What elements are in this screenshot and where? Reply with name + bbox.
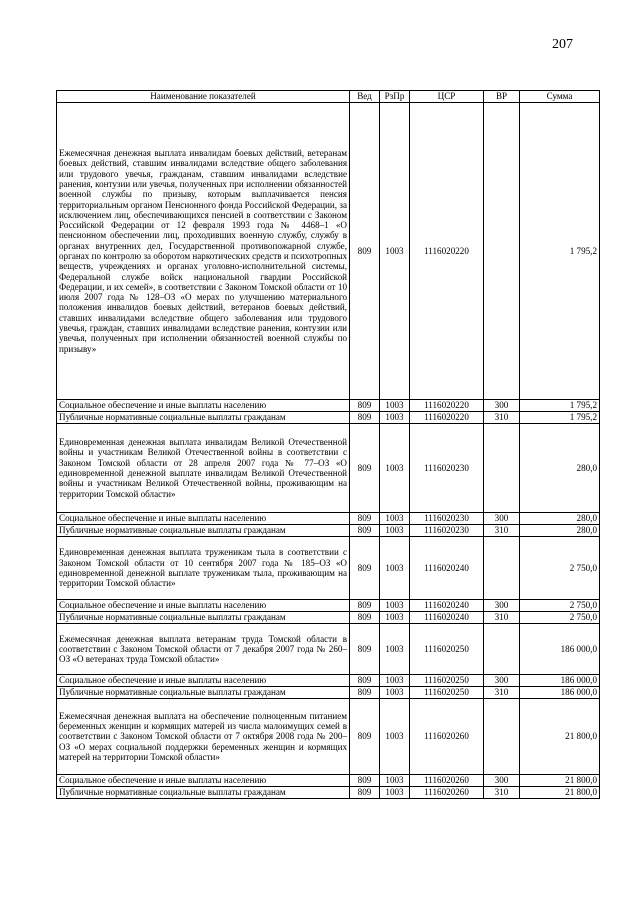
row-csr-cell: 1116020220 — [410, 412, 484, 424]
row-rzpr-cell: 1003 — [380, 687, 410, 699]
row-sum-cell: 280,0 — [520, 424, 600, 513]
row-sum-cell: 2 750,0 — [520, 600, 600, 612]
row-vr-cell: 310 — [484, 787, 520, 799]
row-rzpr-cell: 1003 — [380, 675, 410, 687]
row-rzpr-cell: 1003 — [380, 103, 410, 400]
table-row — [57, 775, 600, 787]
row-csr-cell: 1116020260 — [410, 699, 484, 775]
row-vr-cell: 310 — [484, 525, 520, 537]
row-name-cell: Публичные нормативные социальные выплаты гражданам — [57, 412, 350, 424]
row-rzpr-cell: 1003 — [380, 624, 410, 675]
row-vr-cell: 300 — [484, 775, 520, 787]
row-name-cell: Ежемесячная денежная выплата на обеспечение полноценным питанием беременных женщин и кормящих матерей из числа малоимущих семей в соответствии с Законом Томской области от 7 октября 2008 года № 200–ОЗ «О мерах социальной поддержки беременных женщин и кормящих матерей на территории Томской области» — [57, 699, 350, 775]
row-name-cell: Публичные нормативные социальные выплаты гражданам — [57, 787, 350, 799]
row-csr-cell: 1116020240 — [410, 600, 484, 612]
row-rzpr-cell: 1003 — [380, 775, 410, 787]
row-name-cell: Публичные нормативные социальные выплаты гражданам — [57, 612, 350, 624]
row-vr-cell — [484, 537, 520, 600]
row-ved-cell: 809 — [350, 525, 380, 537]
row-ved-cell: 809 — [350, 699, 380, 775]
row-sum-cell: 280,0 — [520, 513, 600, 525]
row-vr-cell: 300 — [484, 400, 520, 412]
row-ved-cell: 809 — [350, 412, 380, 424]
row-csr-cell: 1116020230 — [410, 525, 484, 537]
row-rzpr-cell: 1003 — [380, 525, 410, 537]
table-row — [57, 525, 600, 537]
row-csr-cell: 1116020250 — [410, 687, 484, 699]
row-name-cell: Ежемесячная денежная выплата ветеранам труда Томской области в соответствии с Законом Томской области от 7 декабря 2007 года № 260–ОЗ «О ветеранах труда Томской области» — [57, 624, 350, 675]
row-rzpr-cell: 1003 — [380, 600, 410, 612]
row-sum-cell: 186 000,0 — [520, 624, 600, 675]
row-name-cell: Социальное обеспечение и иные выплаты населению — [57, 513, 350, 525]
row-name-cell: Ежемесячная денежная выплата инвалидам боевых действий, ветеранам боевых действий, ставшим инвалидами вследствие общего заболевания или трудового увечья, гражданам, ставшим инвалидами вследствие ранения, контузии или увечья, полученных при исполнении обязанностей военной службы по призыву, которым выплачивается пенсия территориальным органом Пенсионного фонда Российской Федерации, за исключением лиц, обеспечивающихся пенсией в соответствии с Законом Российской Федерации от 12 февраля 1993 года № 4468–1 «О пенсионном обеспечении лиц, проходивших военную службу, службу в органах внутренних дел, Государственной противопожарной службе, органах по контролю за оборотом наркотических средств и психотропных веществ, учреждениях и органах уголовно-исполнительной системы, Федеральной службе войск национальной гвардии Российской Федерации, и их семей», в соответствии с Законом Томской области от 10 июля 2007 года № 128–ОЗ «О мерах по улучшению материального положения инвалидов боевых действий, ветеранов боевых действий, ставших инвалидами вследствие общего заболевания или трудового увечья, граждан, ставших инвалидами вследствие ранения, контузии или увечья, полученных при исполнении обязанностей военной службы по призыву» — [57, 103, 350, 400]
row-vr-cell — [484, 624, 520, 675]
table-row — [57, 600, 600, 612]
row-ved-cell: 809 — [350, 624, 380, 675]
row-ved-cell: 809 — [350, 675, 380, 687]
row-csr-cell: 1116020260 — [410, 787, 484, 799]
row-csr-cell: 1116020250 — [410, 675, 484, 687]
row-rzpr-cell: 1003 — [380, 699, 410, 775]
row-vr-cell: 310 — [484, 412, 520, 424]
row-csr-cell: 1116020240 — [410, 537, 484, 600]
table-body — [57, 103, 600, 799]
table-row — [57, 412, 600, 424]
row-vr-cell: 310 — [484, 612, 520, 624]
table-header-row — [57, 91, 600, 103]
row-ved-cell: 809 — [350, 687, 380, 699]
table-row — [57, 513, 600, 525]
row-sum-cell: 21 800,0 — [520, 775, 600, 787]
row-ved-cell: 809 — [350, 600, 380, 612]
row-name-cell: Социальное обеспечение и иные выплаты населению — [57, 600, 350, 612]
row-vr-cell — [484, 699, 520, 775]
row-ved-cell: 809 — [350, 513, 380, 525]
row-name-cell: Социальное обеспечение и иные выплаты населению — [57, 400, 350, 412]
row-sum-cell: 1 795,2 — [520, 400, 600, 412]
table-row — [57, 103, 600, 400]
row-sum-cell: 186 000,0 — [520, 687, 600, 699]
table-row — [57, 424, 600, 513]
budget-table — [56, 90, 600, 799]
row-ved-cell: 809 — [350, 103, 380, 400]
row-vr-cell: 300 — [484, 675, 520, 687]
row-name-cell: Социальное обеспечение и иные выплаты населению — [57, 675, 350, 687]
row-ved-cell: 809 — [350, 787, 380, 799]
row-rzpr-cell: 1003 — [380, 424, 410, 513]
row-sum-cell: 2 750,0 — [520, 537, 600, 600]
row-csr-cell: 1116020230 — [410, 513, 484, 525]
row-ved-cell: 809 — [350, 424, 380, 513]
row-ved-cell: 809 — [350, 400, 380, 412]
row-sum-cell: 21 800,0 — [520, 699, 600, 775]
row-name-cell: Единовременная денежная выплата труженикам тыла в соответствии с Законом Томской области от 10 сентября 2007 года № 185–ОЗ «О единовременной денежной выплате труженикам тыла, проживающим на территории Томской области» — [57, 537, 350, 600]
row-rzpr-cell: 1003 — [380, 537, 410, 600]
row-ved-cell: 809 — [350, 775, 380, 787]
row-vr-cell: 300 — [484, 513, 520, 525]
row-sum-cell: 186 000,0 — [520, 675, 600, 687]
row-name-cell: Публичные нормативные социальные выплаты гражданам — [57, 525, 350, 537]
table-row — [57, 699, 600, 775]
table-row — [57, 624, 600, 675]
row-sum-cell: 2 750,0 — [520, 612, 600, 624]
header-rzpr: РзПр — [380, 91, 410, 103]
row-rzpr-cell: 1003 — [380, 513, 410, 525]
row-csr-cell: 1116020240 — [410, 612, 484, 624]
row-csr-cell: 1116020250 — [410, 624, 484, 675]
row-sum-cell: 280,0 — [520, 525, 600, 537]
table-row — [57, 400, 600, 412]
page-number: 207 — [552, 37, 573, 52]
row-ved-cell: 809 — [350, 612, 380, 624]
row-rzpr-cell: 1003 — [380, 612, 410, 624]
row-name-cell: Единовременная денежная выплата инвалидам Великой Отечественной войны и участникам Великой Отечественной войны в соответствии с Законом Томской области от 28 апреля 2007 года № 77–ОЗ «О единовременной денежной выплате инвалидам Великой Отечественной войны и участникам Великой Отечественной войны, проживающим на территории Томской области» — [57, 424, 350, 513]
header-csr: ЦСР — [410, 91, 484, 103]
table-row — [57, 612, 600, 624]
row-sum-cell: 1 795,2 — [520, 412, 600, 424]
header-vr: ВР — [484, 91, 520, 103]
row-vr-cell: 310 — [484, 687, 520, 699]
table-row — [57, 787, 600, 799]
row-csr-cell: 1116020230 — [410, 424, 484, 513]
row-rzpr-cell: 1003 — [380, 787, 410, 799]
table-row — [57, 537, 600, 600]
row-rzpr-cell: 1003 — [380, 400, 410, 412]
row-vr-cell — [484, 103, 520, 400]
row-csr-cell: 1116020220 — [410, 400, 484, 412]
row-vr-cell: 300 — [484, 600, 520, 612]
table-row — [57, 675, 600, 687]
row-csr-cell: 1116020220 — [410, 103, 484, 400]
row-rzpr-cell: 1003 — [380, 412, 410, 424]
row-sum-cell: 21 800,0 — [520, 787, 600, 799]
row-sum-cell: 1 795,2 — [520, 103, 600, 400]
row-name-cell: Социальное обеспечение и иные выплаты населению — [57, 775, 350, 787]
table-row — [57, 687, 600, 699]
row-vr-cell — [484, 424, 520, 513]
row-csr-cell: 1116020260 — [410, 775, 484, 787]
header-name: Наименование показателей — [57, 91, 350, 103]
row-ved-cell: 809 — [350, 537, 380, 600]
row-name-cell: Публичные нормативные социальные выплаты гражданам — [57, 687, 350, 699]
header-sum: Сумма — [520, 91, 600, 103]
header-ved: Вед — [350, 91, 380, 103]
